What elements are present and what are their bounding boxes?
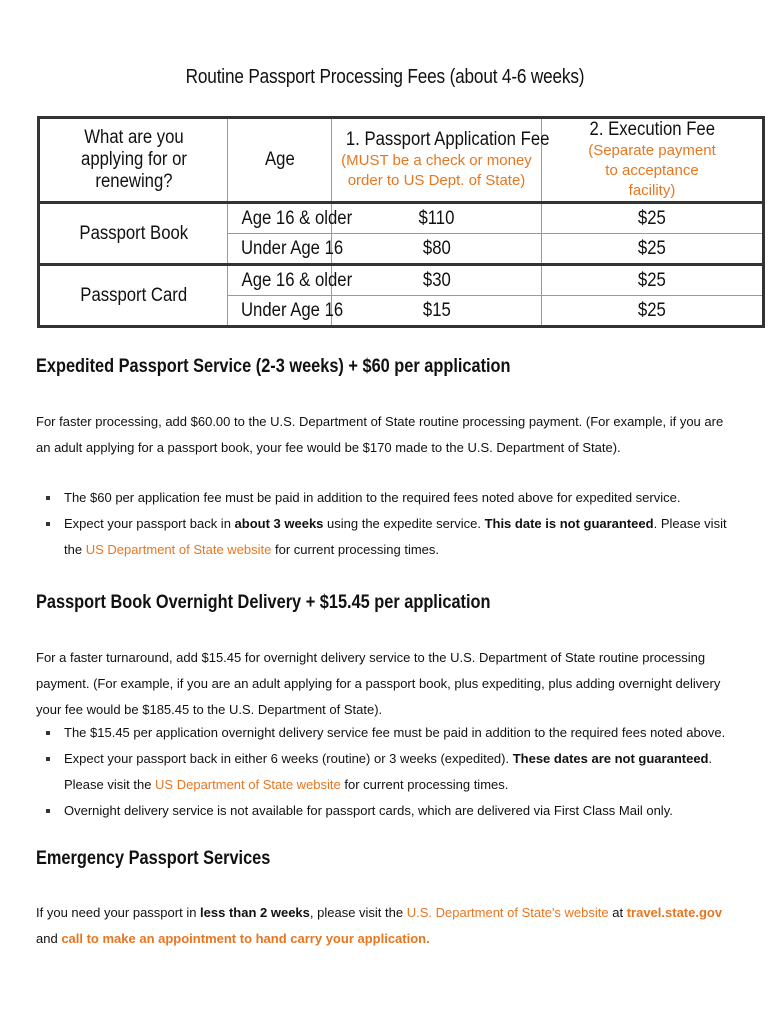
execution-fee-cell: $25 — [542, 265, 764, 296]
list-item: Expect your passport back in about 3 weeks using the expedite service. This date is not guaranteed. Please visit the US Department of State website for current processing times. — [44, 511, 734, 563]
row-label-passport-card: Passport Card — [39, 265, 228, 327]
execution-fee-cell: $25 — [542, 296, 764, 327]
header-what: What are you applying for or renewing? — [39, 118, 228, 203]
us-dept-state-link[interactable]: US Department of State website — [155, 777, 341, 792]
application-fee-cell: $80 — [332, 234, 542, 265]
emergency-paragraph: If you need your passport in less than 2 weeks, please visit the U.S. Department of State's website at travel.state.gov and call to make an appointment to hand carry your application. — [36, 905, 723, 946]
application-fee-note: (MUST be a check or money order to US Dept. of State) — [341, 152, 532, 189]
header-age: Age — [228, 118, 332, 203]
state-dept-website-link[interactable]: U.S. Department of State's website — [406, 905, 609, 920]
application-fee-cell: $110 — [332, 203, 542, 234]
age-cell: Age 16 & older — [228, 265, 332, 296]
expedited-heading: Expedited Passport Service (2-3 weeks) + $60 per application — [36, 356, 511, 377]
call-appointment-text: call to make an appointment to hand carry your application. — [61, 931, 430, 946]
overnight-paragraph: For a faster turnaround, add $15.45 for overnight delivery service to the U.S. Department of State routine processing payment. (For example, if you are an adult applying for a passport book, plus expediting, plus adding overnight delivery your fee would be $185.45 to the U.S. Department of State). — [36, 650, 721, 717]
list-item: Expect your passport back in either 6 weeks (routine) or 3 weeks (expedited). These dates are not guaranteed. Please visit the US Department of State website for current processing times. — [44, 746, 734, 798]
list-item: The $60 per application fee must be paid in addition to the required fees noted above for expedited service. — [44, 485, 734, 511]
age-cell: Under Age 16 — [228, 296, 332, 327]
page-title: Routine Passport Processing Fees (about 4-6 weeks) — [185, 66, 585, 88]
table-header-row — [39, 118, 764, 203]
header-execution-fee: 2. Execution Fee (Separate payment to acceptance facility) — [542, 118, 764, 203]
table-row — [39, 203, 764, 234]
row-label-passport-book: Passport Book — [39, 203, 228, 265]
list-item: Overnight delivery service is not available for passport cards, which are delivered via First Class Mail only. — [44, 798, 734, 824]
list-item: The $15.45 per application overnight delivery service fee must be paid in addition to the required fees noted above. — [44, 720, 734, 746]
execution-fee-cell: $25 — [542, 203, 764, 234]
execution-fee-cell: $25 — [542, 234, 764, 265]
overnight-heading: Passport Book Overnight Delivery + $15.45 per application — [36, 592, 491, 613]
age-cell: Age 16 & older — [228, 203, 332, 234]
emergency-heading: Emergency Passport Services — [36, 848, 271, 869]
execution-fee-note: (Separate payment to acceptance facility) — [588, 142, 716, 199]
header-application-fee: 1. Passport Application Fee (MUST be a check or money order to US Dept. of State) — [332, 118, 542, 203]
us-dept-state-link[interactable]: US Department of State website — [85, 542, 272, 557]
application-fee-cell: $15 — [332, 296, 542, 327]
application-fee-cell: $30 — [332, 265, 542, 296]
expedited-bullets — [44, 485, 734, 563]
fees-table — [37, 116, 765, 328]
overnight-bullets — [44, 720, 734, 824]
expedited-paragraph: For faster processing, add $60.00 to the U.S. Department of State routine processing payment. (For example, if you are an adult applying for a passport book, your fee would be $170 made to the U.S. Department of State). — [36, 414, 724, 455]
table-row — [39, 265, 764, 296]
age-cell: Under Age 16 — [228, 234, 332, 265]
travel-state-gov-link[interactable]: travel.state.gov — [626, 905, 723, 920]
